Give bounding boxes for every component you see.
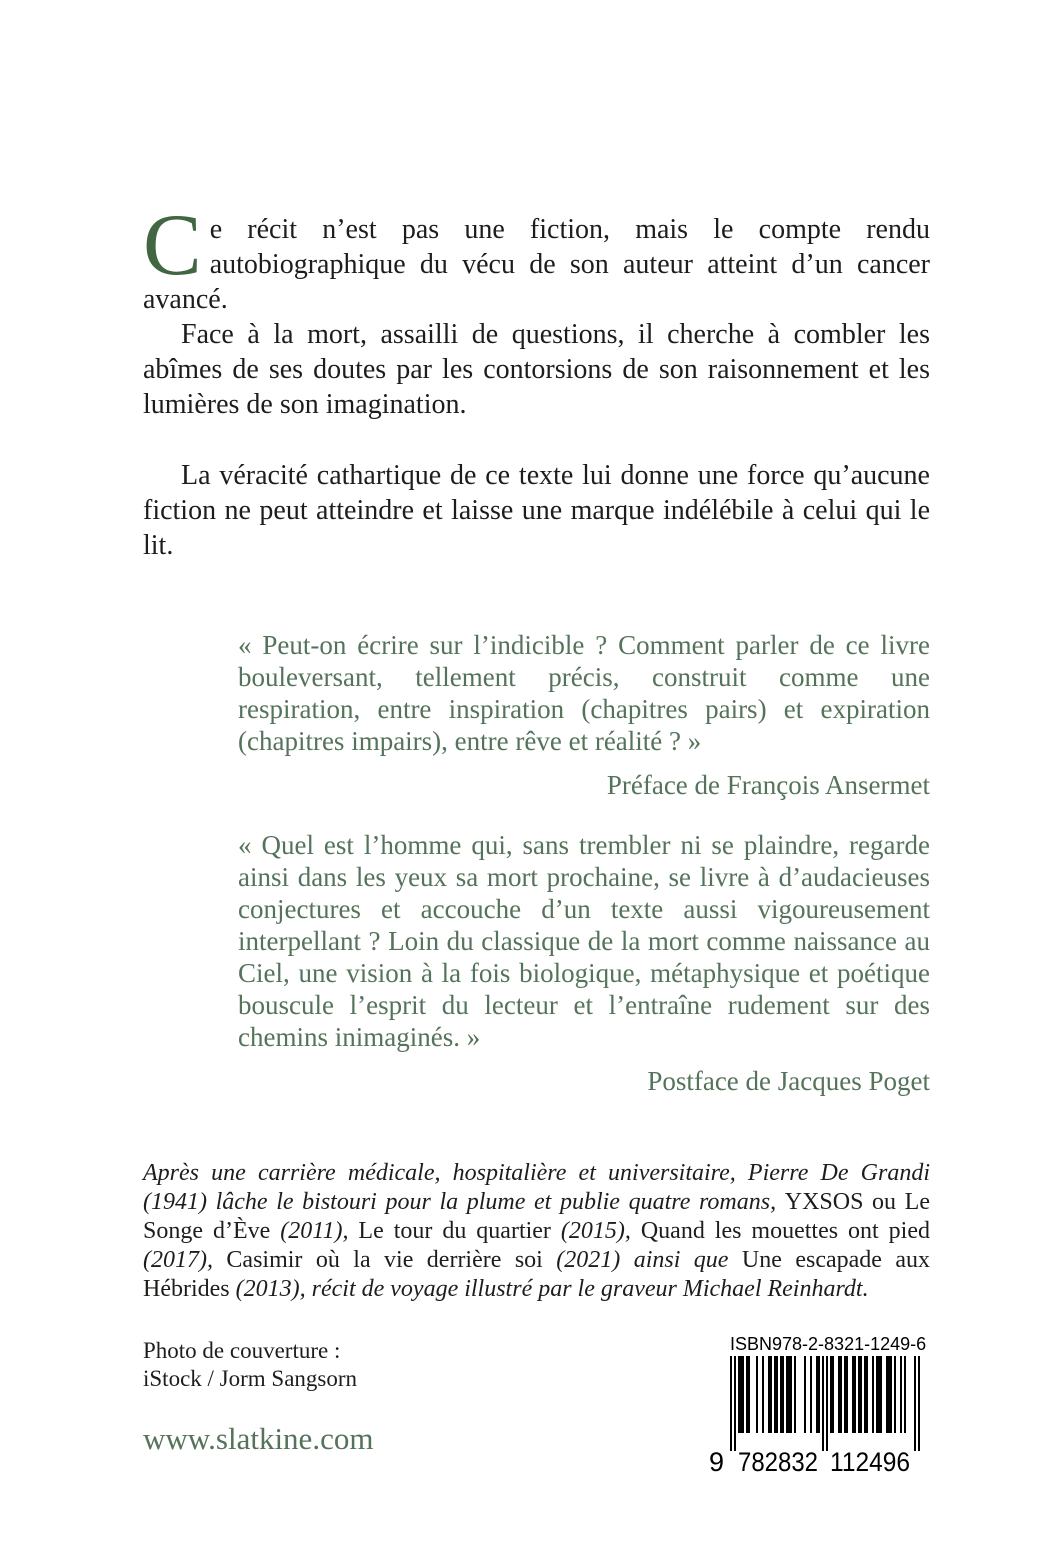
barcode-svg	[704, 1356, 924, 1476]
bio-segment: Casimir où la vie derrière soi	[226, 1247, 557, 1273]
bio-segment: (2015),	[560, 1218, 641, 1244]
author-bio	[143, 1159, 930, 1304]
bio-segment: Une escapade aux Hébrides	[143, 1247, 931, 1302]
isbn-barcode	[704, 1334, 927, 1476]
postface-quote: « Quel est l’homme qui, sans trembler ni se plaindre, regarde ainsi dans les yeux sa mort prochaine, se livre à d’audacieuses conjectures et accouche d’un texte aussi vigoureusement interpellant ? Loin du classique de la mort comme naissance au Ciel, une vision à la fois biologique, métaphysique et poétique bouscule l’esprit du lecteur et l’entraîne rudement sur des chemins inimaginés. »	[238, 830, 930, 1052]
photo-credit-line-1: Photo de couverture :	[143, 1338, 341, 1363]
bio-segment: (2017),	[143, 1247, 227, 1273]
back-cover-text-column	[143, 197, 931, 1304]
synopsis-paragraph-2: Face à la mort, assailli de questions, il cherche à combler les abîmes de ses doutes par les contorsions de son raisonnement et les lumières de son imagination.	[143, 319, 930, 420]
synopsis-paragraph-1-text: e récit n’est pas une fiction, mais le compte rendu autobiographique du vécu de son auteur atteint d’un cancer avancé.	[143, 214, 930, 315]
preface-quote: « Peut-on écrire sur l’indicible ? Comment parler de ce livre bouleversant, tellement précis, construit comme une respiration, entre inspiration (chapitres pairs) et expiration (chapitres impairs), entre rêve et réalité ? »	[238, 630, 930, 756]
drop-cap: C	[143, 197, 202, 294]
isbn-number: 978-2-8321-1249-6	[772, 1334, 927, 1354]
bio-segment: (2013), récit de voyage illustré par le graveur Michael Reinhardt.	[235, 1276, 869, 1302]
bio-segment: (2011),	[280, 1218, 359, 1244]
synopsis-paragraph-3: La véracité cathartique de ce texte lui donne une force qu’aucune fiction ne peut atteindre et laisse une marque indélébile à celui qui le lit.	[143, 460, 930, 561]
photo-credit	[143, 1337, 357, 1393]
barcode-digits: 9	[708, 1447, 724, 1476]
barcode-digits: 782832	[738, 1447, 818, 1476]
photo-credit-line-2: iStock / Jorm Sangsorn	[143, 1366, 358, 1391]
bio-segment: Après une carrière médicale, hospitalière et universitaire, Pierre De Grandi (1941) lâche le bistouri pour la plume et publie quatre romans,	[143, 1160, 930, 1215]
bio-segment: (2021) ainsi que	[556, 1247, 742, 1273]
preface-attribution: Préface de François Ansermet	[606, 770, 930, 800]
isbn-label: ISBN	[730, 1334, 773, 1354]
postface-attribution: Postface de Jacques Poget	[647, 1066, 930, 1096]
bio-segment: Quand les mouettes ont pied	[640, 1218, 930, 1244]
publisher-website-url: www.slatkine.com	[143, 1421, 374, 1456]
bio-segment: Le tour du quartier	[358, 1218, 561, 1244]
barcode-digits: 112496	[830, 1447, 910, 1476]
bio-segment: YXSOS ou Le Songe d’Ève	[143, 1189, 930, 1244]
isbn-text-line	[730, 1334, 927, 1354]
synopsis-paragraph-1	[143, 197, 930, 317]
